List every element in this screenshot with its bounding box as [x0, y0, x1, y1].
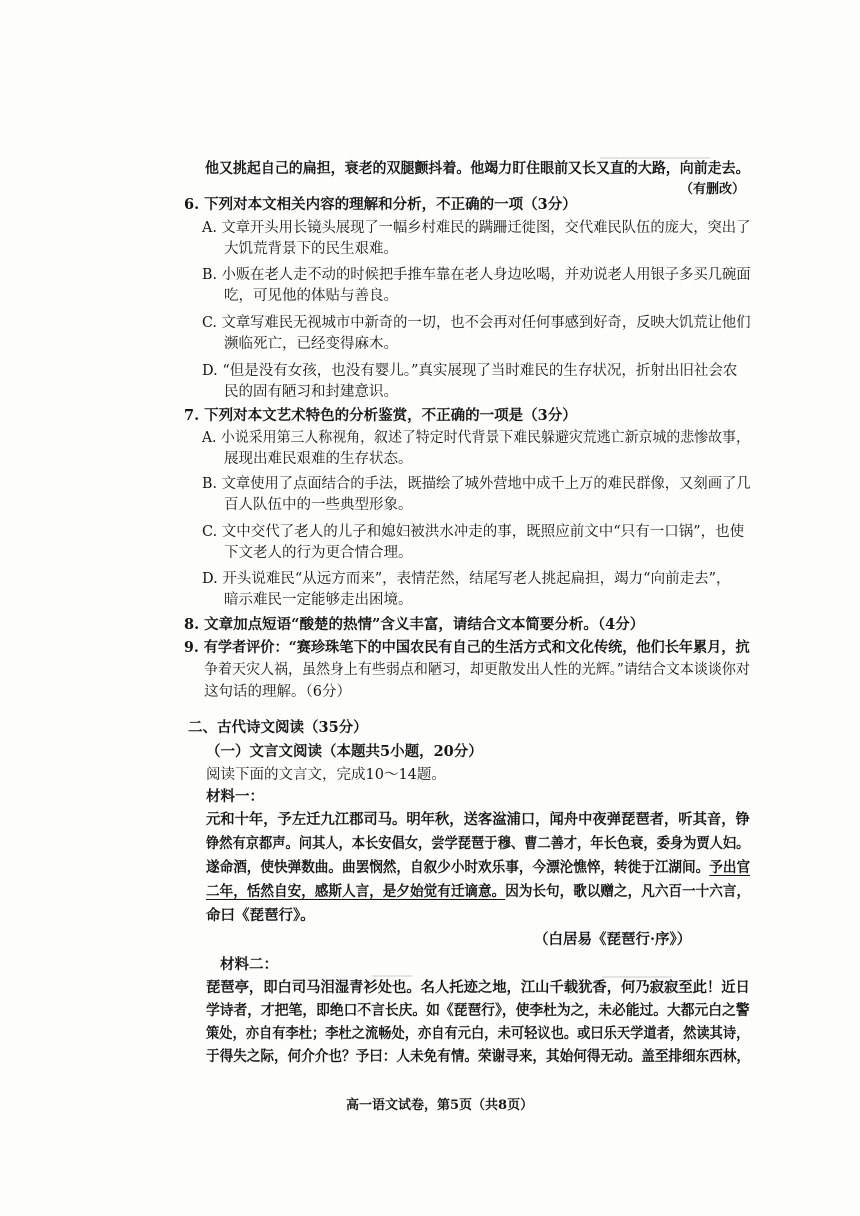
material-one-line	[206, 882, 750, 902]
q6-option-d: D. “但是没有女孩，也没有婴儿。”真实展现了当时难民的生存状况，折射出旧社会农	[202, 363, 738, 379]
q9-stem: 9. 有学者评价：“赛珍珠笔下的中国农民有自己的生活方式和文化传统，他们长年累月，抗	[184, 639, 750, 656]
q6-option-c-cont: 濒临死亡，已经变得麻木。	[224, 336, 398, 352]
material-two-line: 策处，亦自有李杜；李杜之流畅处，亦自有元白，未可轻议也。或曰乐天学道者，然读其诗，	[206, 1025, 750, 1042]
q7-option-b: B. 文章使用了点面结合的手法，既描绘了城外营地中成千上万的难民群像，又刻画了几	[202, 476, 751, 492]
q6-stem: 6. 下列对本文相关内容的理解和分析，不正确的一项（3分）	[184, 196, 577, 213]
material-one-line: 铮然有京都声。问其人，本长安倡女，尝学琵琶于穆、曹二善才，年长色衰，委身为贾人妇。	[206, 835, 750, 852]
q9-stem-cont: 这句话的理解。（6分）	[204, 684, 351, 700]
material-two-label: 材料二：	[220, 956, 278, 973]
material-one-line	[206, 858, 750, 878]
q9-stem-cont: 争着天灾人祸，虽然身上有些弱点和陋习，却更散发出人性的光辉。”请结合文本谈谈你对	[204, 662, 750, 678]
story-source: （有删改）	[680, 182, 746, 197]
material-two-line: 琵琶亭，即白司马泪湿青衫处也。名人托迹之地，江山千载犹香，何乃寂寂至此！近日	[206, 979, 750, 996]
material-one-line: 元和十年，予左迁九江郡司马。明年秋，送客湓浦口，闻舟中夜弹琵琶者，听其音，铮	[206, 811, 750, 828]
material-one-line: 命曰《琵琶行》。	[206, 907, 315, 924]
q6-option-c: C. 文章写难民无视城市中新奇的一切，也不会再对任何事感到好奇，反映大饥荒让他们	[202, 315, 751, 331]
q6-option-a-cont: 大饥荒背景下的民生艰难。	[224, 241, 398, 257]
underlined-sentence: 二年，恬然自安，感斯人言，是夕始觉有迁谪意。	[206, 883, 506, 900]
page-footer: 高一语文试卷，第5页（共8页）	[346, 1098, 534, 1113]
q6-option-b-cont: 吃，可见他的体贴与善良。	[224, 288, 398, 304]
q6-option-d-cont: 民的固有陋习和封建意识。	[224, 384, 398, 400]
q7-option-d: D. 开头说难民“从远方而来”，表情茫然，结尾写老人挑起扁担，竭力“向前走去”，	[202, 571, 731, 587]
q7-option-a: A. 小说采用第三人称视角，叙述了特定时代背景下难民躲避灾荒逃亡新京城的悲惨故事，	[202, 430, 750, 446]
q7-stem: 7. 下列对本文艺术特色的分析鉴赏，不正确的一项是（3分）	[184, 407, 577, 424]
material-one-text: 因为长句，歌以赠之，凡六百一十六言，	[505, 883, 751, 900]
q6-option-b: B. 小贩在老人走不动的时候把手推车靠在老人身边吆喝，并劝说老人用银子多买几碗面	[202, 267, 751, 283]
material-one-label: 材料一：	[206, 788, 264, 805]
scan-smudge	[372, 975, 412, 977]
q7-option-d-cont: 暗示难民一定能够走出困境。	[224, 592, 413, 608]
material-two-line: 学诗者，才把笔，即绝口不言长庆。如《琵琶行》，使李杜为之，未必能过。大都元白之警	[206, 1002, 750, 1019]
q8-stem: 8. 文章加点短语“酸楚的热情”含义丰富，请结合文本简要分析。（4分）	[184, 616, 645, 633]
q7-option-a-cont: 展现出难民艰难的生存状态。	[224, 451, 413, 467]
underlined-sentence: 予出官	[709, 859, 751, 876]
q6-option-a: A. 文章开头用长镜头展现了一幅乡村难民的蹒跚迁徙图，交代难民队伍的庞大，突出了	[202, 220, 751, 236]
material-one-text: 遂命酒，使快弹数曲。曲罢悯然，自叙少小时欢乐事，今漂沦憔悴，转徙于江湖间。	[206, 859, 710, 876]
section-classical-chinese-title: （一）文言文阅读（本题共5小题，20分）	[206, 743, 483, 760]
story-last-line: 他又挑起自己的扁担，衰老的双腿颤抖着。他竭力盯住眼前又长又直的大路，向前走去。	[205, 160, 750, 177]
material-one-source: （白居易《琵琶行·序》）	[534, 931, 692, 948]
q7-option-b-cont: 百人队伍中的一些典型形象。	[224, 497, 413, 513]
q7-option-c-cont: 下文老人的行为更合情合理。	[224, 545, 413, 561]
q7-option-c: C. 文中交代了老人的儿子和媳妇被洪水冲走的事，既照应前文中“只有一口锅”，也使	[202, 524, 745, 540]
material-two-line: 于得失之际，何介介也？予曰：人未免有情。荣谢寻来，其始何得无动。盖至排细东西林，	[206, 1048, 751, 1065]
section-two-title: 二、古代诗文阅读（35分）	[188, 719, 368, 736]
section-instruction: 阅读下面的文言文，完成10～14题。	[206, 767, 446, 783]
